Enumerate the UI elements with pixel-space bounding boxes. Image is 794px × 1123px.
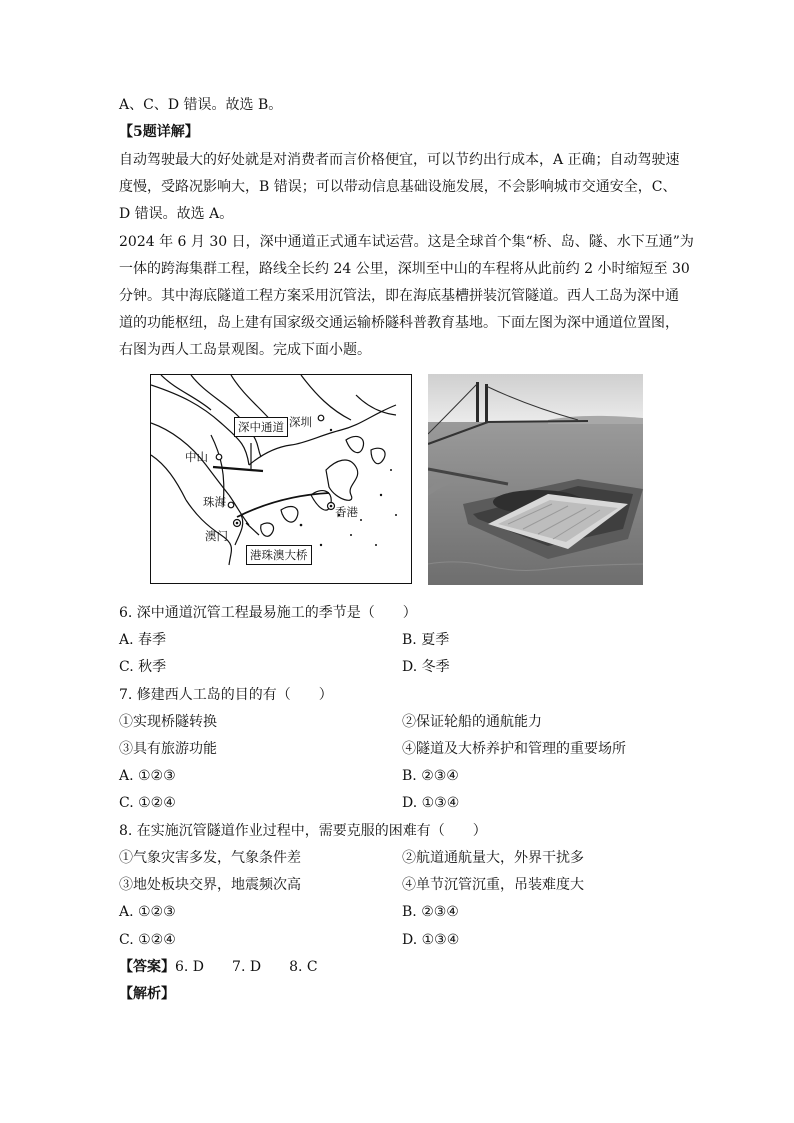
text-line: A、C、D 错误。故选 B。 [119,97,283,113]
text-line: 度慢，受路况影响大，B 错误；可以带动信息基础设施发展，不会影响城市交通安全，C、 [119,179,677,195]
question-7-stem: 7. 修建西人工岛的目的有（ ） [119,687,333,703]
q7-statement-2: ②保证轮船的通航能力 [402,714,542,730]
q7-option-a[interactable]: A. ①②③ [119,768,176,784]
answer-label: 【答案】 [119,959,175,975]
island-photo [428,374,643,585]
q8-statement-3: ③地处板块交界，地震频次高 [119,877,301,893]
q7-option-b[interactable]: B. ②③④ [402,768,459,784]
text-line: 自动驾驶最大的好处就是对消费者而言价格便宜，可以节约出行成本，A 正确；自动驾驶速 [119,152,680,168]
q7-statement-4: ④隧道及大桥养护和管理的重要场所 [402,741,626,757]
analysis-heading: 【解析】 [119,986,175,1002]
island-photo-drawing [428,374,643,585]
q6-option-c[interactable]: C. 秋季 [119,659,167,675]
q8-statement-4: ④单节沉管沉重，吊装难度大 [402,877,584,893]
text-line: 一体的跨海集群工程，路线全长约 24 公里，深圳至中山的车程将从此前约 2 小时缩短至 30 [119,261,690,277]
text-line: 2024 年 6 月 30 日，深中通道正式通车试运营。这是全球首个集“桥、岛、隧、水下互通”为 [119,234,694,250]
text-line: 道的功能枢纽，岛上建有国家级交通运输桥隧科普教育基地。下面左图为深中通道位置图， [119,315,679,331]
section-heading: 【5题详解】 [119,124,199,140]
q8-option-d[interactable]: D. ①③④ [402,932,460,948]
q7-statement-3: ③具有旅游功能 [119,741,217,757]
q8-option-b[interactable]: B. ②③④ [402,904,459,920]
q8-option-c[interactable]: C. ①②④ [119,932,176,948]
q7-statement-1: ①实现桥隧转换 [119,714,217,730]
text-line: 右图为西人工岛景观图。完成下面小题。 [119,342,371,358]
label-zhongshan: 中山 [185,450,208,464]
text-line: 分钟。其中海底隧道工程方案采用沉管法，即在海底基槽拼装沉管隧道。西人工岛为深中通 [119,288,679,304]
label-xianggang: 香港 [335,505,358,519]
question-6-stem: 6. 深中通道沉管工程最易施工的季节是（ ） [119,605,417,621]
label-shenzhen: 深圳 [289,415,312,429]
answer-line [119,957,318,977]
q8-statement-2: ②航道通航量大，外界干扰多 [402,850,584,866]
q7-option-d[interactable]: D. ①③④ [402,795,460,811]
label-shenzhong-tunnel: 深中通道 [234,417,288,437]
q8-option-a[interactable]: A. ①②③ [119,904,176,920]
answer-text: 6. D 7. D 8. C [175,959,318,975]
q6-option-b[interactable]: B. 夏季 [402,632,450,648]
q7-option-c[interactable]: C. ①②④ [119,795,176,811]
label-zhuhai: 珠海 [203,495,226,509]
q6-option-a[interactable]: A. 春季 [119,632,167,648]
label-hzmb-bridge: 港珠澳大桥 [246,545,312,565]
label-aomen: 澳门 [205,529,228,543]
location-map [150,374,412,584]
q8-statement-1: ①气象灾害多发，气象条件差 [119,850,301,866]
text-line: D 错误。故选 A。 [119,206,234,222]
question-8-stem: 8. 在实施沉管隧道作业过程中，需要克服的困难有（ ） [119,823,487,839]
q6-option-d[interactable]: D. 冬季 [402,659,450,675]
